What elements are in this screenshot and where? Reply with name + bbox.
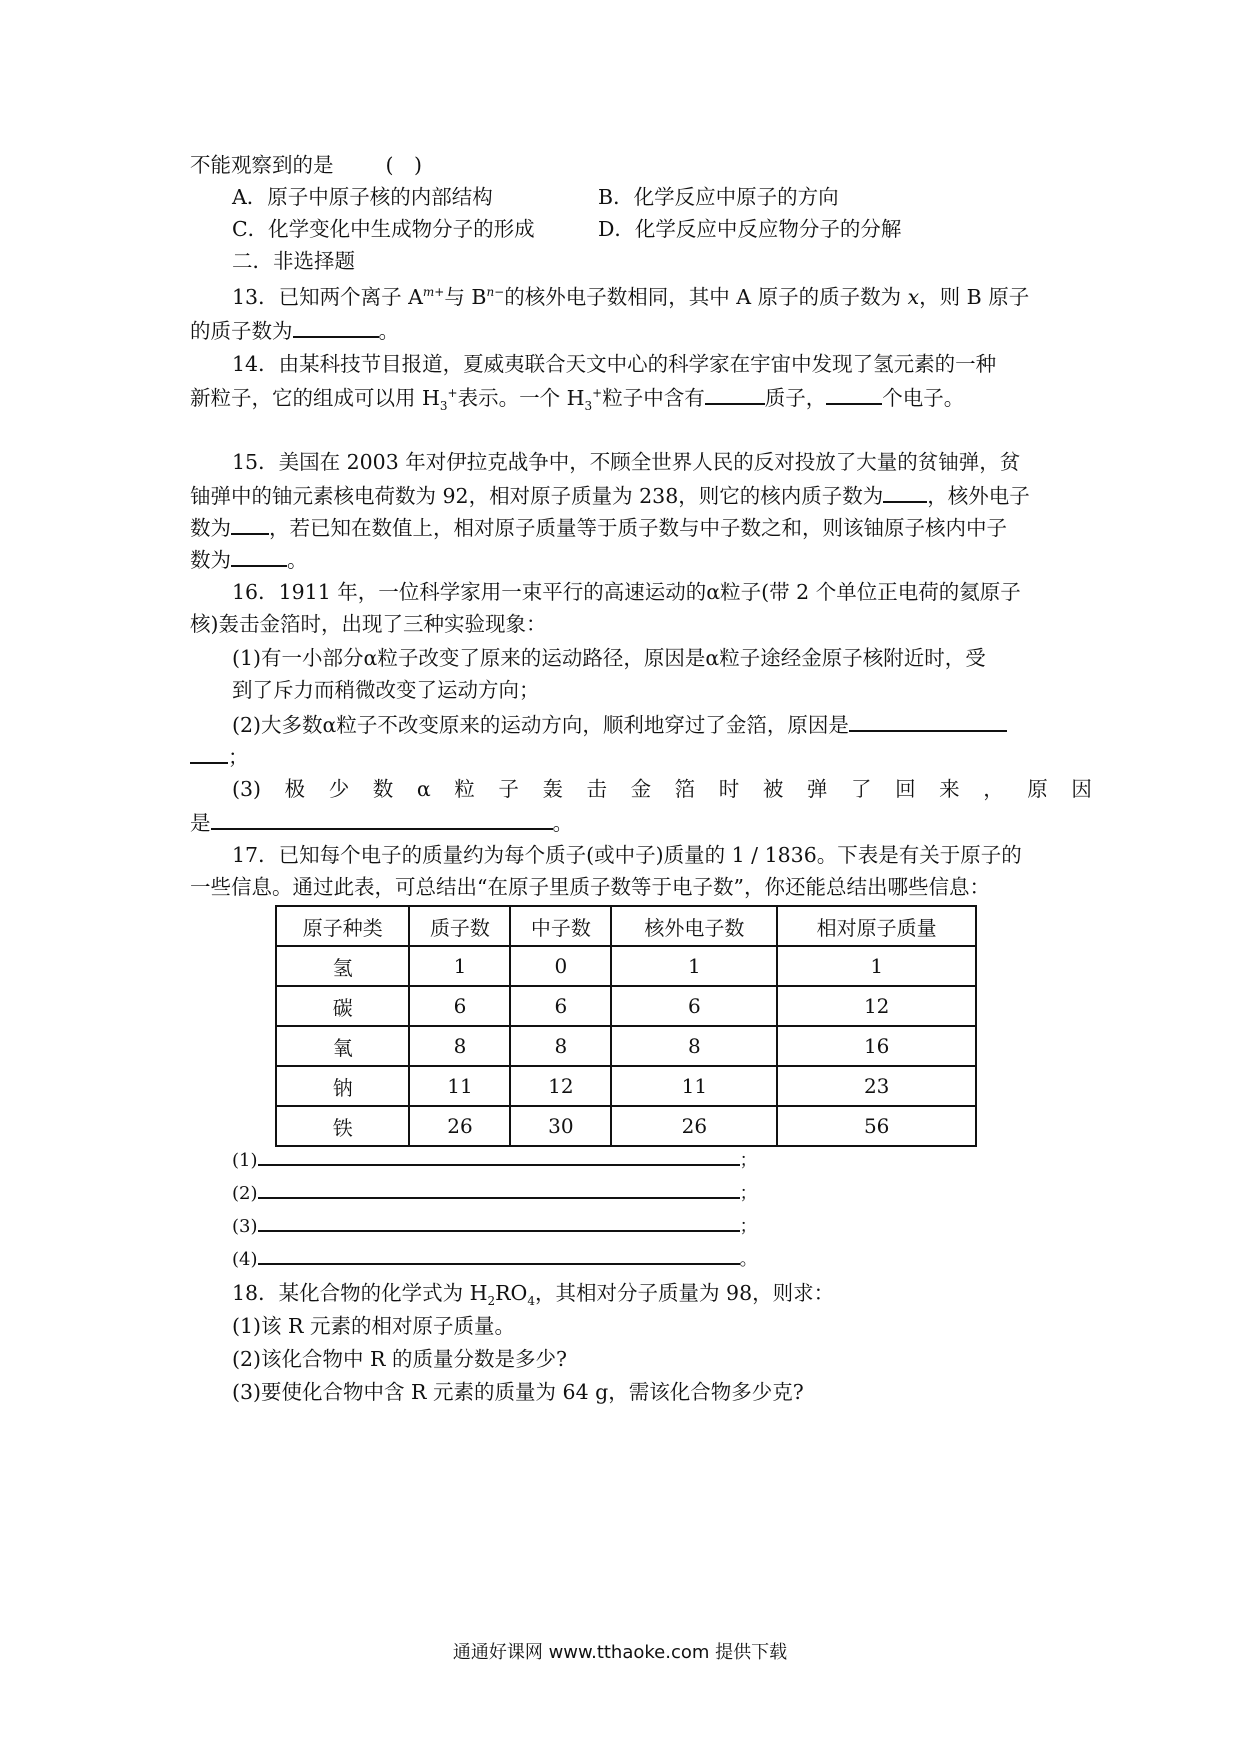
q14-text-d: 质子， [764,386,827,410]
q16-part3-cont [190,806,573,838]
q15-text-2b: ，核外电子 [927,484,1030,508]
q13-charge-a: m+ [422,285,445,300]
table-header-cell: 相对原子质量 [777,906,976,946]
q14-text-e: 个电子。 [882,386,965,410]
q18-text-b: RO [495,1281,528,1305]
q16-part2-blank-1[interactable] [849,708,1007,732]
table-header-cell: 核外电子数 [611,906,777,946]
q15-proton-blank[interactable] [883,479,927,503]
q14-sup-plus-b: + [592,386,603,401]
table-cell: 6 [409,986,510,1026]
table-cell: 8 [611,1026,777,1066]
q13-text-line2: 的质子数为 [190,319,293,343]
q15-text-4b: 。 [287,548,308,572]
answer-label: (4) [232,1249,258,1270]
q15-line1: 15．美国在 2003 年对伊拉克战争中，不顾全世界人民的反对投放了大量的贫铀弹，贫 [232,450,1021,474]
q17-line2: 一些信息。通过此表，可总结出“在原子里质子数等于电子数”，你还能总结出哪些信息： [190,875,990,899]
table-row [276,1026,976,1066]
table-cell: 氧 [276,1026,409,1066]
q16-line1: 16．1911 年，一位科学家用一束平行的高速运动的α粒子(带 2 个单位正电荷的氦原子 [232,580,1021,604]
table-cell: 6 [611,986,777,1026]
table-cell: 氢 [276,946,409,986]
q14-electron-blank[interactable] [826,381,882,405]
table-header-cell: 原子种类 [276,906,409,946]
q14-sub-3b: 3 [584,399,593,414]
q13-answer-blank[interactable] [293,314,379,338]
q14-sub-3: 3 [439,399,448,414]
q16-part2-cont [190,740,249,772]
q16-part3-char: 轰 [542,777,563,801]
q16-part3-char: 被 [762,777,784,801]
q16-part2 [232,708,1007,740]
q13-charge-b: n− [486,285,505,300]
table-cell: 1 [409,946,510,986]
q16-part3-char: 回 [895,777,916,801]
q13-text-c: 的核外电子数相同，其中 A 原子的质子数为 [504,285,908,309]
q14-text-b: 表示。一个 H [457,386,585,410]
table-row [276,946,976,986]
q14-sup-plus: + [447,386,458,401]
q16-part3-char: 来 [939,777,960,801]
q13-text-b: 与 B [444,285,487,309]
q16-part3 [232,774,1092,804]
q18-part1: (1)该 R 元素的相对原子质量。 [232,1314,516,1338]
q16-part3-char: 金 [630,777,652,801]
q14-proton-blank[interactable] [705,381,765,405]
q13-text-d: ，则 B 原子 [919,285,1030,309]
table-cell: 8 [510,1026,611,1066]
table-header-cell: 质子数 [409,906,510,946]
q16-part3-char: (3) [232,777,262,801]
answer-end: 。 [739,1249,758,1270]
q16-part2-blank-2[interactable] [190,740,228,764]
table-cell: 11 [611,1066,777,1106]
table-cell: 26 [611,1106,777,1146]
q17-line1: 17．已知每个电子的质量约为每个质子(或中子)质量的 1 / 1836。下表是有关于原子的 [232,843,1022,867]
q12-option-a: A．原子中原子核的内部结构 [232,185,493,209]
q15-electron-blank[interactable] [231,511,269,535]
q16-part3-char: 弹 [806,777,828,801]
answer-blank[interactable] [258,1179,740,1199]
answer-end: ； [739,1150,758,1171]
q12-stem-text: 不能观察到的是 [190,153,334,177]
table-cell: 16 [777,1026,976,1066]
q16-part3-end: 。 [552,811,573,835]
q15-text-3b: ，若已知在数值上，相对原子质量等于质子数与中子数之和，则该铀原子核内中子 [269,516,1007,540]
q15-text-4a: 数为 [190,548,231,572]
q14-line1: 14．由某科技节目报道，夏威夷联合天文中心的科学家在宇宙中发现了氢元素的一种 [232,352,997,376]
q18-sub-2: 2 [487,1294,496,1309]
table-row [276,1066,976,1106]
table-cell: 0 [510,946,611,986]
q16-part1-a: (1)有一小部分α粒子改变了原来的运动路径，原因是α粒子途经金原子核附近时，受 [232,646,986,670]
q16-part2-end: ； [228,745,249,769]
table-cell: 8 [409,1026,510,1066]
q16-part3-char: 极 [284,777,306,801]
table-cell: 26 [409,1106,510,1146]
q16-part3-text: 是 [190,811,211,835]
table-cell: 1 [777,946,976,986]
answer-end: ； [739,1216,758,1237]
q16-part1-b: 到了斥力而稍微改变了运动方向； [232,678,540,702]
q17-answer-1 [232,1146,758,1174]
q12-option-d: D．化学反应中反应物分子的分解 [598,217,902,241]
table-row [276,1106,976,1146]
q15-text-3a: 数为 [190,516,231,540]
q16-part3-char: 粒 [454,777,475,801]
q16-part3-char: ， [983,777,1004,801]
q16-part3-spread [232,774,1092,804]
q16-part3-char: 时 [718,777,740,801]
table-row [276,986,976,1026]
q16-part3-char: 数 [372,777,394,801]
table-cell: 56 [777,1106,976,1146]
q18-text-c: ，其相对分子质量为 98，则求： [535,1281,835,1305]
q16-part3-blank[interactable] [211,806,553,830]
atom-info-table [275,905,977,1147]
q16-part3-char: 子 [498,777,519,801]
table-header-cell: 中子数 [510,906,611,946]
q13-line1 [232,282,1029,312]
table-cell: 30 [510,1106,611,1146]
q16-part2-text: (2)大多数α粒子不改变原来的运动方向，顺利地穿过了金箔，原因是 [232,713,849,737]
footer-credit: 通通好课网 www.tthaoke.com 提供下载 [452,1642,788,1663]
q13-end: 。 [378,319,399,343]
table-cell: 铁 [276,1106,409,1146]
q18-sub-4: 4 [527,1294,536,1309]
answer-label: (3) [232,1216,258,1237]
q16-line2: 核)轰击金箔时，出现了三种实验现象： [190,612,547,636]
answer-blank[interactable] [258,1146,740,1166]
table-cell: 11 [409,1066,510,1106]
table-cell: 12 [777,986,976,1026]
q18-text-a: 18．某化合物的化学式为 H [232,1281,488,1305]
table-cell: 23 [777,1066,976,1106]
q15-line4 [190,543,308,575]
answer-blank[interactable] [258,1245,740,1265]
q14-text-c: 粒子中含有 [602,386,705,410]
q15-line2 [190,479,1030,511]
q16-part3-char: 因 [1071,777,1092,801]
q18-stem [232,1278,834,1308]
q16-part3-char: 击 [586,777,608,801]
q17-answer-2 [232,1179,758,1207]
q13-text-a: 13．已知两个离子 A [232,285,423,309]
q18-part3: (3)要使化合物中含 R 元素的质量为 64 g，需该化合物多少克? [232,1380,804,1404]
q16-part3-char: 少 [328,777,350,801]
q12-answer-paren: ( ) [385,153,422,177]
q15-line3 [190,511,1007,543]
q14-text-a: 新粒子，它的组成可以用 H [190,386,440,410]
answer-label: (2) [232,1183,258,1204]
q12-option-b: B．化学反应中原子的方向 [598,185,839,209]
q16-part3-char: 了 [850,777,872,801]
q18-part2: (2)该化合物中 R 的质量分数是多少? [232,1347,567,1371]
q12-stem [190,150,422,180]
q13-line2 [190,314,399,346]
q16-part3-char: α [416,777,431,801]
q13-variable-x: x [907,285,920,309]
answer-blank[interactable] [258,1212,740,1232]
answer-label: (1) [232,1150,258,1171]
q14-line2 [190,381,964,413]
q16-part3-char: 箔 [674,777,696,801]
q15-neutron-blank[interactable] [231,543,287,567]
answer-end: ； [739,1183,758,1204]
q17-answer-4 [232,1245,758,1273]
q16-part3-char: 原 [1027,777,1048,801]
table-cell: 钠 [276,1066,409,1106]
table-cell: 1 [611,946,777,986]
table-header-row [276,906,976,946]
section-title: 二．非选择题 [232,249,355,273]
table-cell: 12 [510,1066,611,1106]
q15-text-2a: 铀弹中的铀元素核电荷数为 92，相对原子质量为 238，则它的核内质子数为 [190,484,884,508]
q17-answer-3 [232,1212,758,1240]
table-cell: 6 [510,986,611,1026]
table-cell: 碳 [276,986,409,1026]
q12-option-c: C．化学变化中生成物分子的形成 [232,217,535,241]
